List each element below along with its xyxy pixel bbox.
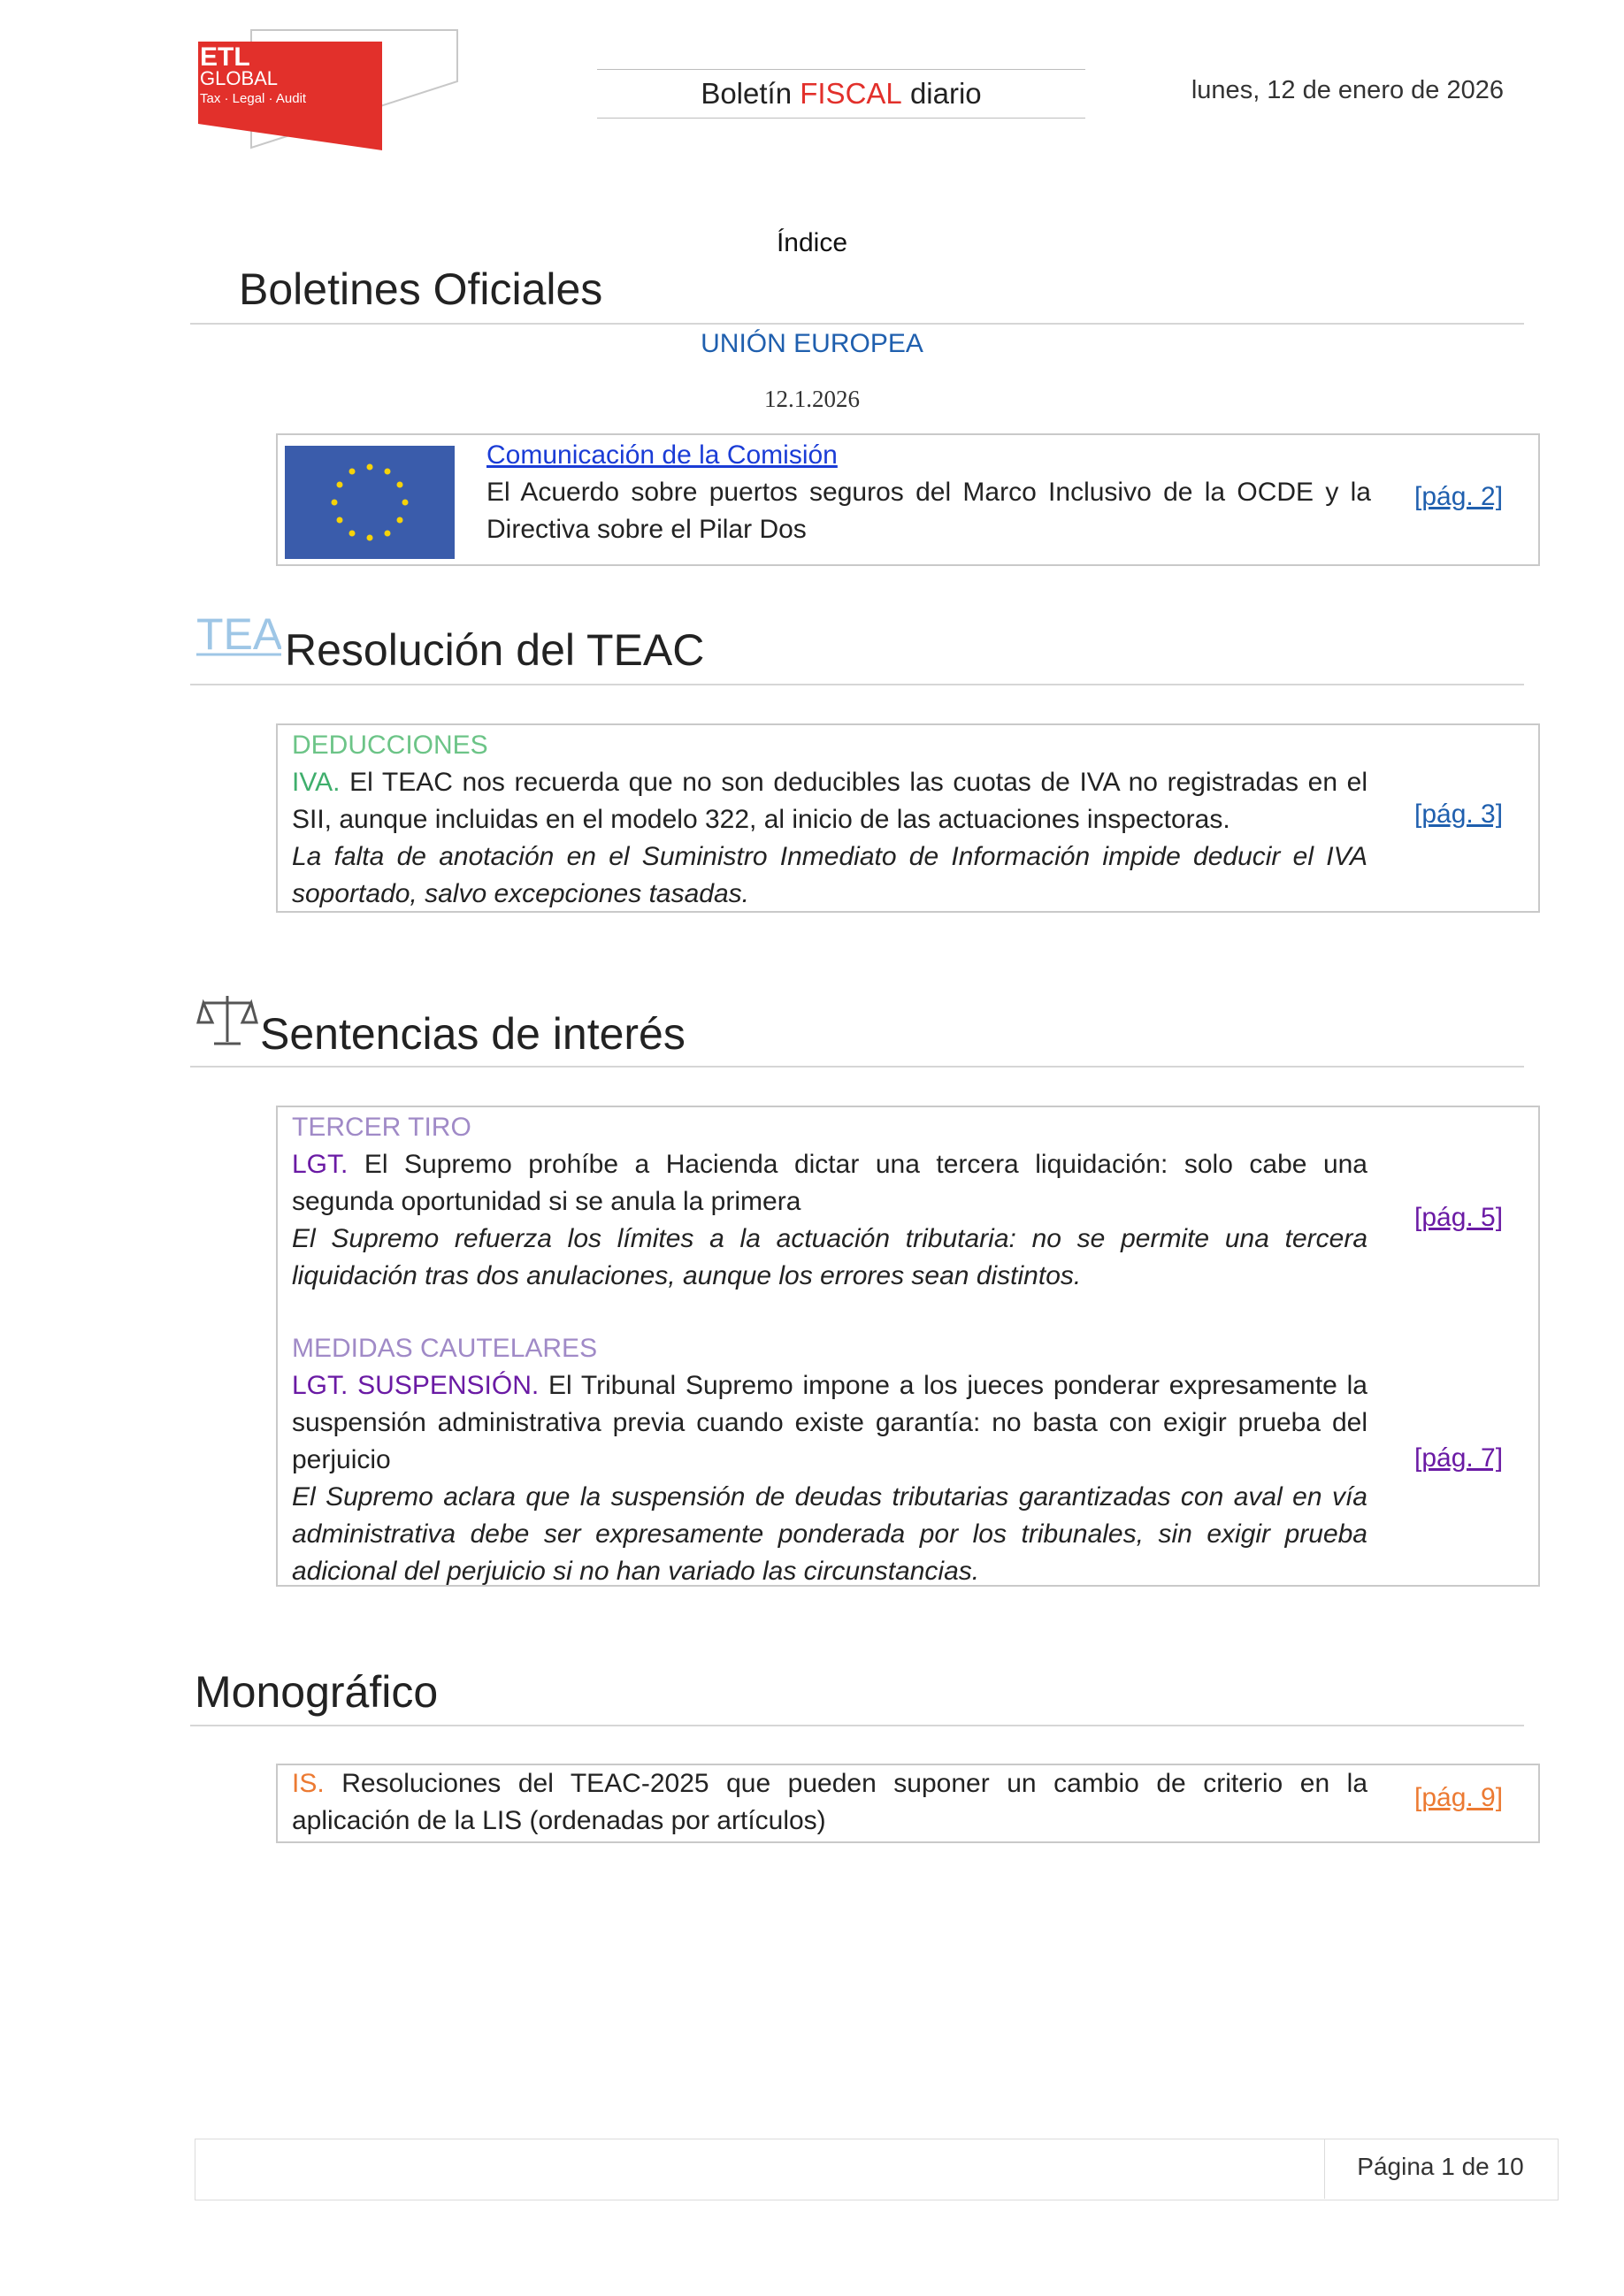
page-number: Página 1 de 10	[1357, 2153, 1524, 2180]
index-label: Índice	[776, 228, 848, 257]
scales-of-justice-icon	[196, 992, 258, 1049]
section-title-monografico: Monográfico	[195, 1667, 439, 1717]
title-highlight: FISCAL	[800, 77, 902, 110]
entry-headline: Resoluciones del TEAC-2025 que pueden suponer un cambio de criterio en la aplicación de la LIS (ordenadas por artículos)	[292, 1769, 1367, 1835]
entry-headline: El TEAC nos recuerda que no son deducibles las cuotas de IVA no registradas en el SII, aunque incluidas en el modelo 322, al inicio de las actuaciones inspectoras.	[292, 768, 1367, 834]
title-suffix: diario	[901, 77, 982, 110]
entry-body-1	[292, 1109, 1367, 1295]
page-link-3[interactable]: [pág. 3]	[1414, 800, 1504, 829]
entry-text: El Acuerdo sobre puertos seguros del Marco Inclusivo de la OCDE y la Directiva sobre el Pilar Dos	[486, 478, 1371, 544]
section-title-teac: Resolución del TEAC	[285, 625, 705, 675]
section-divider	[190, 323, 1524, 325]
eu-flag-icon	[285, 446, 455, 559]
entry-card-monografico	[276, 1764, 1540, 1843]
entry-text	[292, 764, 1367, 838]
section-divider	[190, 1725, 1524, 1726]
entry-text	[292, 1367, 1367, 1479]
entry-summary: La falta de anotación en el Suministro Inmediato de Información impide deducir el IVA soportado, salvo excepciones tasadas.	[292, 842, 1367, 908]
bulletin-title	[597, 69, 1085, 119]
page-link-2[interactable]: [pág. 2]	[1414, 482, 1504, 511]
entry-tag: IS.	[292, 1769, 325, 1798]
logo-line2: Tax · Legal · Audit	[200, 91, 307, 106]
entry-card-teac	[276, 723, 1540, 913]
category-label: MEDIDAS CAUTELARES	[292, 1334, 598, 1363]
eu-subheading: UNIÓN EUROPEA	[701, 329, 923, 358]
entry-link-comunicacion[interactable]: Comunicación de la Comisión	[486, 440, 838, 470]
page-link-9[interactable]: [pág. 9]	[1414, 1783, 1504, 1812]
header-date: lunes, 12 de enero de 2026	[1191, 76, 1504, 104]
svg-text:TEA: TEA	[196, 610, 281, 659]
entry-summary: El Supremo aclara que la suspensión de deudas tributarias garantizadas con aval en vía administrativa debe ser expresamente ponderada por los tribunales, sin exigir prueba adicional del perjuicio si no han variado las circunstancias.	[292, 1482, 1367, 1586]
entry-headline: El Tribunal Supremo impone a los jueces ponderar expresamente la suspensión administrativa previa cuando existe garantía: no basta con exigir prueba del perjuicio	[292, 1371, 1367, 1474]
page-link-5[interactable]: [pág. 5]	[1414, 1203, 1504, 1232]
section-divider	[190, 1066, 1524, 1068]
entry-tag: LGT. SUSPENSIÓN.	[292, 1371, 540, 1400]
teac-icon	[196, 610, 281, 662]
entry-tag: LGT.	[292, 1150, 349, 1179]
logo-line1: GLOBAL	[200, 67, 279, 89]
entry-card-boletin	[276, 433, 1540, 566]
section-title-sentencias: Sentencias de interés	[260, 1009, 686, 1059]
entry-headline: El Supremo prohíbe a Hacienda dictar una tercera liquidación: solo cabe una segunda oportunidad si se anula la primera	[292, 1150, 1367, 1216]
entry-text	[292, 1146, 1367, 1221]
eu-date: 12.1.2026	[764, 386, 860, 412]
logo-brand: ETL	[200, 42, 250, 72]
category-label: DEDUCCIONES	[292, 731, 488, 760]
entry-card-sentencias	[276, 1106, 1540, 1587]
page-link-7[interactable]: [pág. 7]	[1414, 1443, 1504, 1473]
entry-summary: El Supremo refuerza los límites a la actuación tributaria: no se permite una tercera liquidación tras dos anulaciones, aunque los errores sean distintos.	[292, 1224, 1367, 1290]
logo-graphic	[196, 28, 462, 152]
title-prefix: Boletín	[701, 77, 801, 110]
section-divider	[190, 684, 1524, 685]
entry-body	[292, 727, 1367, 913]
entry-body-2	[292, 1330, 1367, 1590]
entry-tag: IVA.	[292, 768, 341, 797]
category-label: TERCER TIRO	[292, 1113, 471, 1142]
etl-global-logo	[196, 28, 462, 152]
entry-text	[292, 1765, 1367, 1840]
section-title-boletines: Boletines Oficiales	[239, 264, 603, 314]
